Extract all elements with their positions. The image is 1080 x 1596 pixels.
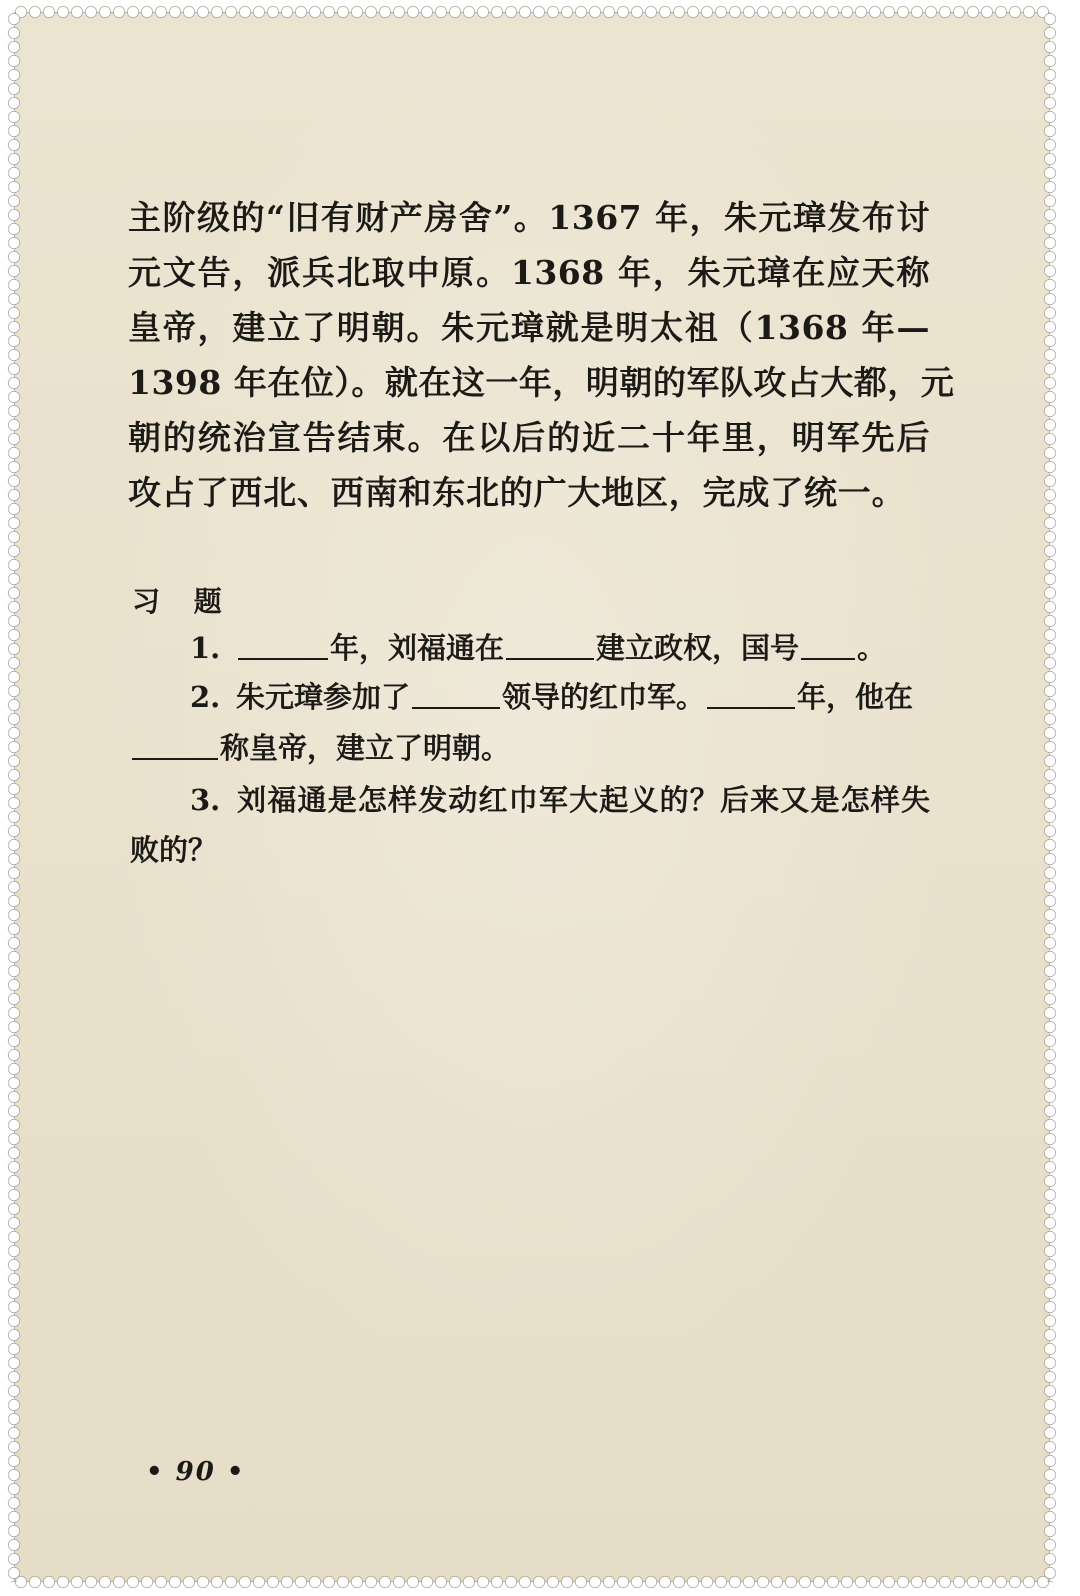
exercise-1 [190, 623, 886, 673]
answer-blank [707, 677, 795, 709]
paragraph-line: 攻占了西北、西南和东北的广大地区，完成了统一。 [128, 473, 906, 512]
exercise-number: 2. [190, 680, 221, 714]
paragraph-line: 皇帝，建立了明朝。朱元璋就是明太祖（1368 年— [128, 308, 930, 347]
book-page [14, 12, 1050, 1582]
exercise-number: 3. [190, 783, 221, 817]
answer-blank [801, 628, 855, 660]
exercise-2 [190, 672, 913, 722]
paragraph-line: 主阶级的“旧有财产房舍”。1367 年，朱元璋发布讨 [128, 198, 930, 237]
exercise-text: 败的？ [130, 833, 218, 867]
exercise-heading: 习 题 [132, 585, 234, 618]
page-number: • 90 • [146, 1457, 246, 1487]
paragraph-line: 朝的统治宣告结束。在以后的近二十年里，明军先后 [128, 418, 930, 457]
exercise-text: 。 [857, 631, 887, 665]
answer-blank [238, 628, 328, 660]
exercise-text: 领导的红巾军。 [502, 680, 706, 714]
exercise-3-continued [130, 825, 217, 875]
exercise-text: 年，他在 [797, 680, 914, 714]
paragraph-line: 元文告，派兵北取中原。1368 年，朱元璋在应天称 [128, 253, 930, 292]
exercise-3 [190, 775, 930, 825]
exercise-number: 1. [190, 631, 221, 665]
perforated-edge-bottom [14, 1575, 1050, 1589]
exercise-text: 称皇帝，建立了明朝。 [220, 731, 511, 765]
exercise-text: 刘福通是怎样发动红巾军大起义的？后来又是怎样失 [236, 783, 930, 817]
exercise-text: 年，刘福通在 [330, 631, 505, 665]
exercise-text: 建立政权，国号 [596, 631, 800, 665]
paragraph-line: 1398 年在位）。就在这一年，明朝的军队攻占大都，元 [128, 363, 955, 402]
exercise-2-continued [130, 723, 510, 773]
answer-blank [412, 677, 500, 709]
perforated-edge-left [7, 12, 21, 1582]
answer-blank [506, 628, 594, 660]
perforated-edge-right [1043, 12, 1057, 1582]
exercise-text: 朱元璋参加了 [236, 680, 411, 714]
answer-blank [132, 728, 218, 760]
perforated-edge-top [14, 5, 1050, 19]
